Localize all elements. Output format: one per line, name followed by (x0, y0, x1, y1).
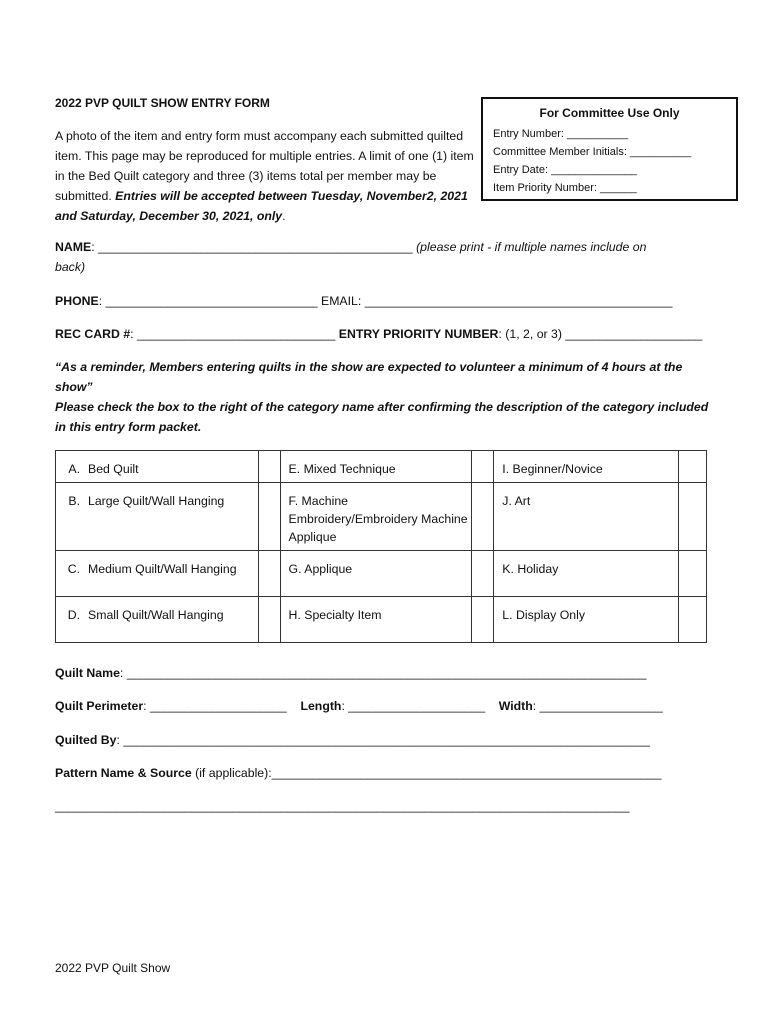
perimeter-line[interactable]: : ____________________ (143, 699, 287, 713)
priority-label: ENTRY PRIORITY NUMBER (338, 327, 499, 341)
category-f: F. Machine Embroidery/Embroidery Machine Applique (280, 483, 472, 551)
checkbox-k[interactable] (679, 551, 707, 597)
category-a (56, 451, 259, 483)
perimeter-label: Quilt Perimeter (55, 699, 144, 713)
category-g: G. Applique (280, 551, 472, 597)
category-d (56, 597, 259, 643)
quilted-by-line[interactable]: : _____________________________________________________________________________ (116, 733, 650, 747)
category-c (56, 551, 259, 597)
category-name: Bed Quilt (88, 462, 139, 476)
checkbox-instructions: Please check the box to the right of the category name after confirming the description of the category included in this entry form packet. (55, 400, 709, 434)
committee-initials[interactable]: Committee Member Initials: __________ (493, 146, 692, 158)
committee-entry-number[interactable]: Entry Number: __________ (493, 128, 629, 140)
checkbox-c[interactable] (258, 551, 280, 597)
name-label: NAME (55, 240, 92, 254)
page-footer: 2022 PVP Quilt Show (55, 961, 171, 975)
category-h: H. Specialty Item (280, 597, 472, 643)
name-field[interactable] (55, 240, 646, 254)
checkbox-a[interactable] (258, 451, 280, 483)
rec-card-label: REC CARD # (55, 327, 131, 341)
table-row (56, 551, 707, 597)
committee-box (481, 97, 738, 201)
category-k: K. Holiday (494, 551, 679, 597)
phone-email-field[interactable] (55, 294, 672, 308)
category-letter: B. (68, 494, 80, 508)
length-label: Length (300, 699, 342, 713)
category-name: Large Quilt/Wall Hanging (88, 494, 225, 508)
rec-card-line[interactable]: : _____________________________ (130, 327, 336, 341)
dimensions-field[interactable] (55, 699, 663, 713)
category-name: Small Quilt/Wall Hanging (88, 608, 224, 622)
checkbox-e[interactable] (472, 451, 494, 483)
checkbox-l[interactable] (679, 597, 707, 643)
checkbox-d[interactable] (258, 597, 280, 643)
quilt-name-label: Quilt Name (55, 666, 120, 680)
category-letter: C. (67, 562, 80, 576)
category-name: Medium Quilt/Wall Hanging (88, 562, 237, 576)
category-b (56, 483, 259, 551)
volunteer-notice (55, 357, 715, 437)
committee-priority-number[interactable]: Item Priority Number: ______ (493, 182, 637, 194)
quilt-name-line[interactable]: : ____________________________________________________________________________ (119, 666, 647, 680)
category-letter: D. (67, 608, 80, 622)
intro-text: A photo of the item and entry form must accompany each submitted quilted item. This page may be reproduced for multiple entries. A limit of one (1) item in the Bed Quilt category and three (3) items total per member may be submitted. (55, 129, 474, 203)
quilted-by-field[interactable] (55, 733, 650, 747)
length-line[interactable]: : ____________________ (341, 699, 486, 713)
pattern-label: Pattern Name & Source (55, 766, 192, 780)
checkbox-f[interactable] (472, 483, 494, 551)
phone-email-line[interactable]: : _______________________________ EMAIL: _____________________________________________ (98, 294, 673, 308)
checkbox-b[interactable] (258, 483, 280, 551)
committee-entry-date[interactable]: Entry Date: ______________ (493, 164, 637, 176)
rec-card-field[interactable] (55, 327, 702, 341)
table-row (56, 451, 707, 483)
category-l: L. Display Only (494, 597, 679, 643)
name-note-cont: back) (55, 260, 86, 274)
pattern-field[interactable] (55, 766, 661, 780)
width-label: Width (498, 699, 533, 713)
intro-paragraph (55, 126, 475, 226)
quilt-name-field[interactable] (55, 666, 647, 680)
checkbox-h[interactable] (472, 597, 494, 643)
category-letter: A. (68, 462, 80, 476)
intro-deadline: Entries will be accepted between Tuesday, November2, 2021 and Saturday, December 30, 2021, only (55, 189, 468, 223)
name-line[interactable]: : ______________________________________________ (91, 240, 413, 254)
quilted-by-label: Quilted By (55, 733, 117, 747)
category-table (55, 450, 707, 643)
phone-label: PHONE (55, 294, 99, 308)
checkbox-g[interactable] (472, 551, 494, 597)
form-title: 2022 PVP QUILT SHOW ENTRY FORM (55, 96, 270, 110)
checkbox-j[interactable] (679, 483, 707, 551)
checkbox-i[interactable] (679, 451, 707, 483)
category-e: E. Mixed Technique (280, 451, 472, 483)
category-j: J. Art (494, 483, 679, 551)
priority-line[interactable]: : (1, 2, or 3) ____________________ (498, 327, 703, 341)
name-note: (please print - if multiple names include on (416, 240, 647, 254)
pattern-line[interactable]: (if applicable):_________________________________________________________ (191, 766, 662, 780)
table-row (56, 483, 707, 551)
pattern-extra-line[interactable]: ____________________________________________________________________________________ (55, 799, 630, 813)
volunteer-reminder: “As a reminder, Members entering quilts in the show are expected to volunteer a minimum of 4 hours at the show” (55, 360, 683, 394)
table-row (56, 597, 707, 643)
category-i: I. Beginner/Novice (494, 451, 679, 483)
width-line[interactable]: : __________________ (532, 699, 663, 713)
committee-heading: For Committee Use Only (539, 106, 680, 120)
intro-end: . (282, 209, 286, 223)
